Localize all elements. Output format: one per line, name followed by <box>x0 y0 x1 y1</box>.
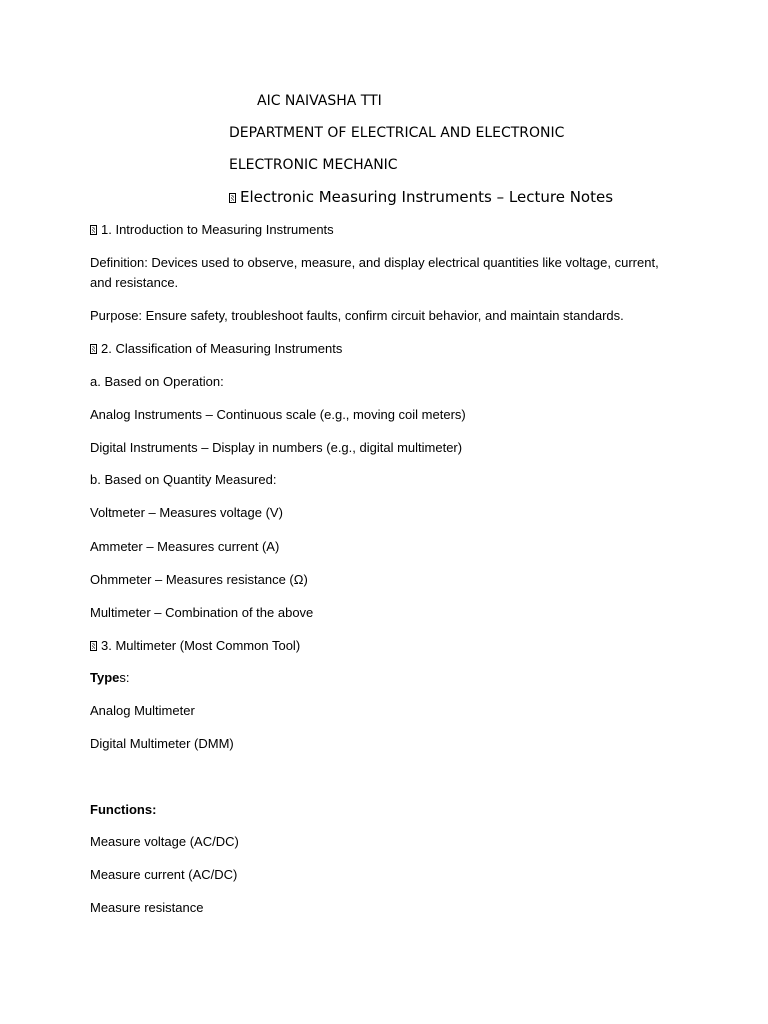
section-1-heading-text: 1. Introduction to Measuring Instruments <box>101 222 334 237</box>
function-voltage: Measure voltage (AC/DC) <box>90 834 239 849</box>
subheading-based-on-operation: a. Based on Operation: <box>90 374 224 389</box>
missing-glyph-icon <box>90 641 97 651</box>
document-title <box>229 188 613 206</box>
document-title-text: Electronic Measuring Instruments – Lecture Notes <box>240 188 614 206</box>
multimeter-line: Multimeter – Combination of the above <box>90 605 314 620</box>
digital-instruments-line: Digital Instruments – Display in numbers (e.g., digital multimeter) <box>90 440 463 455</box>
function-current: Measure current (AC/DC) <box>90 867 238 882</box>
types-label <box>90 668 680 688</box>
types-label-bold: Type <box>90 670 120 685</box>
section-3-heading-text: 3. Multimeter (Most Common Tool) <box>101 638 301 653</box>
section-3-heading <box>90 636 680 656</box>
types-label-rest: s: <box>119 670 130 685</box>
section-2-heading <box>90 339 680 359</box>
course-name: ELECTRONIC MECHANIC <box>229 157 398 173</box>
function-resistance: Measure resistance <box>90 900 204 915</box>
ammeter-line: Ammeter – Measures current (A) <box>90 539 280 554</box>
type-analog-multimeter: Analog Multimeter <box>90 703 195 718</box>
voltmeter-line: Voltmeter – Measures voltage (V) <box>90 505 283 520</box>
purpose-paragraph: Purpose: Ensure safety, troubleshoot faults, confirm circuit behavior, and maintain standards. <box>90 308 624 323</box>
functions-label: Functions: <box>90 802 157 817</box>
missing-glyph-icon <box>229 193 236 203</box>
missing-glyph-icon <box>90 344 97 354</box>
ohmmeter-line: Ohmmeter – Measures resistance (Ω) <box>90 572 308 587</box>
section-2-heading-text: 2. Classification of Measuring Instruments <box>101 341 343 356</box>
definition-paragraph: Definition: Devices used to observe, measure, and display electrical quantities like voltage, current, and resistance. <box>90 255 659 290</box>
type-digital-multimeter: Digital Multimeter (DMM) <box>90 736 234 751</box>
section-1-heading <box>90 220 680 240</box>
analog-instruments-line: Analog Instruments – Continuous scale (e.g., moving coil meters) <box>90 407 466 422</box>
institution-name: AIC NAIVASHA TTI <box>257 93 382 109</box>
missing-glyph-icon <box>90 225 97 235</box>
subheading-based-on-quantity: b. Based on Quantity Measured: <box>90 472 277 487</box>
department-name: DEPARTMENT OF ELECTRICAL AND ELECTRONIC <box>229 125 565 141</box>
